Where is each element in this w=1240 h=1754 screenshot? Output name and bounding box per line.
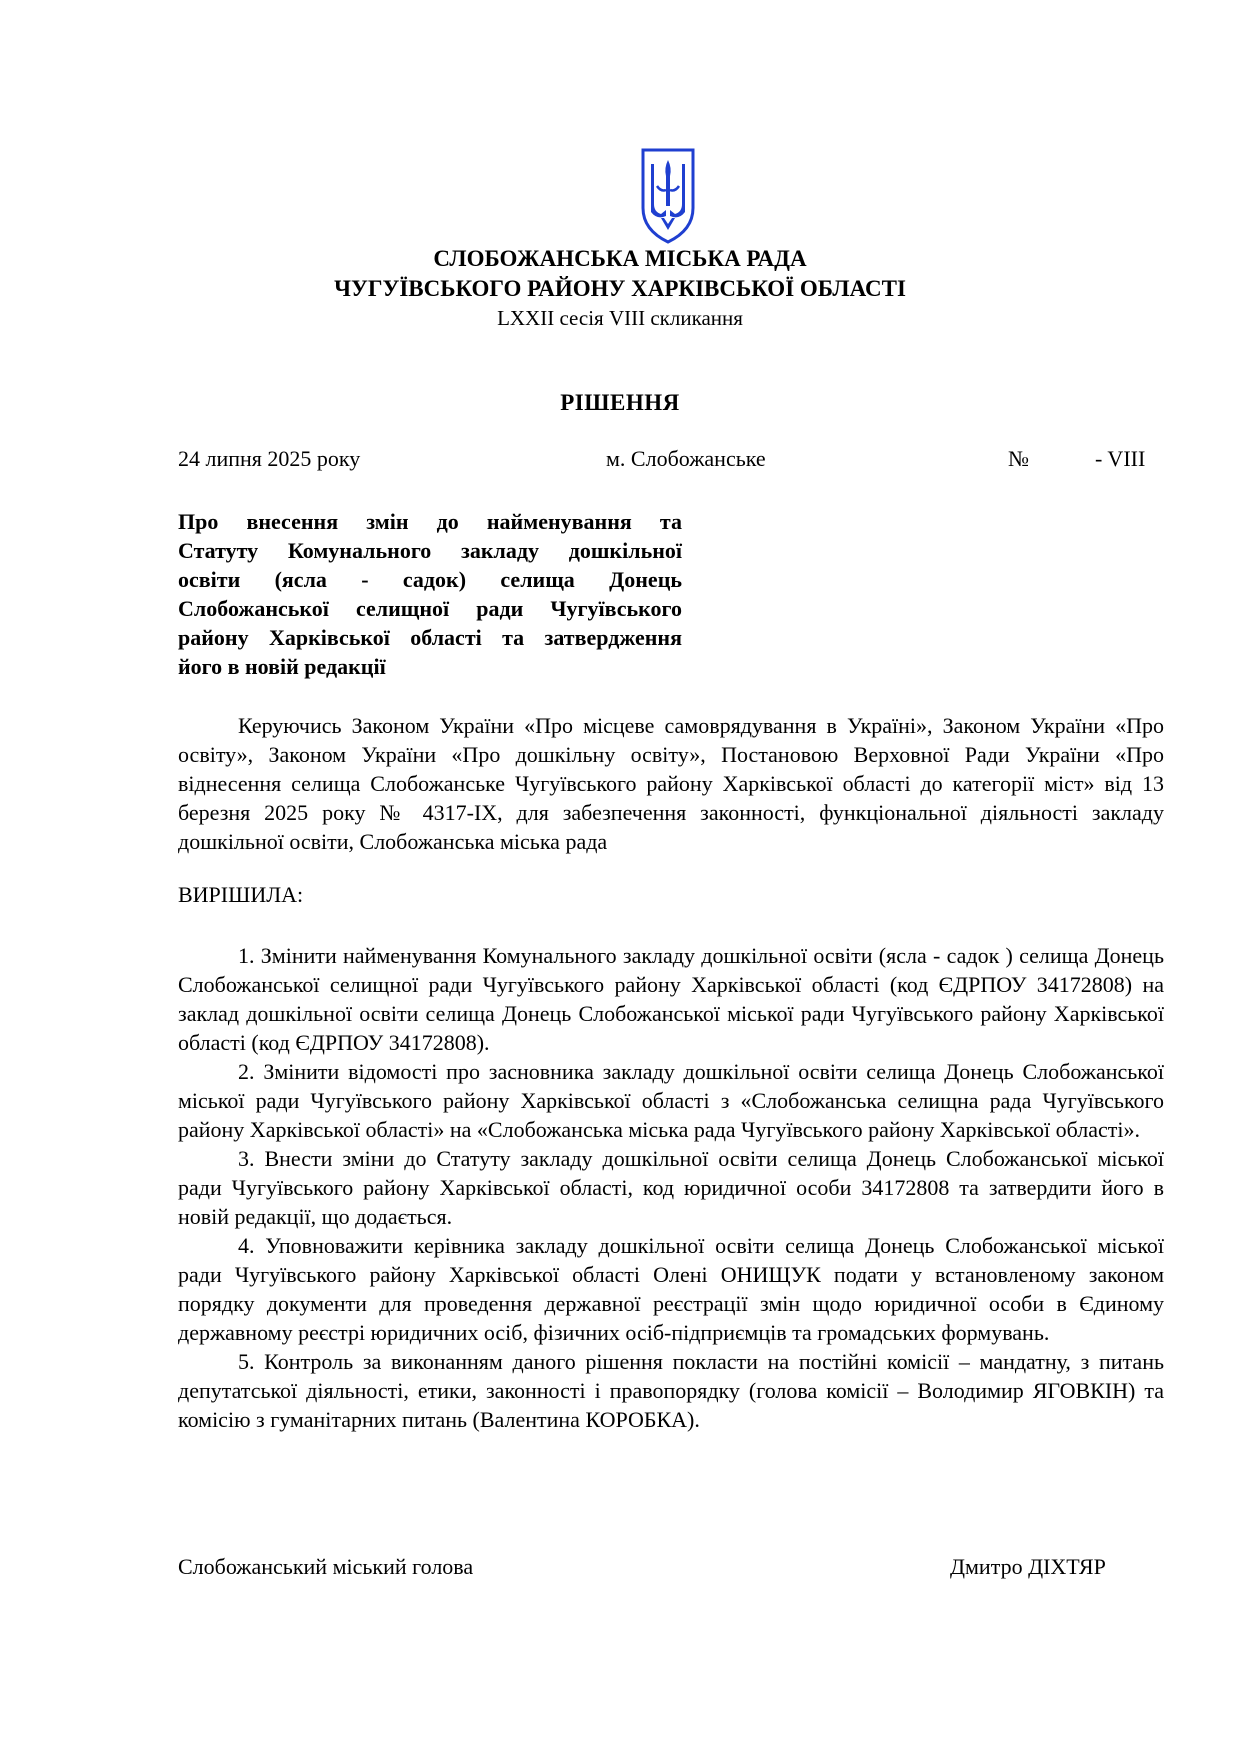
decision-subject (178, 507, 682, 681)
decision-item: 3. Внести зміни до Статуту закладу дошкільної освіти селища Донець Слобожанської міської ради Чугуївського району Харківської області, код юридичної особи 34172808 та затвердити його в новій редакції, що додається. (178, 1146, 1164, 1229)
preamble-paragraph: Керуючись Законом України «Про місцеве самоврядування в Україні», Законом України «Про освіту», Законом України «Про дошкільну освіту», Постановою Верховної Ради України «Про віднесення селища Слобожанське Чугуївського району Харківської області до категорії міст» від 13 березня 2025 року № 4317-IX, для забезпечення законності, функціональної діяльності закладу дошкільної освіти, Слобожанська міська рада (178, 713, 1164, 854)
signatory-title: Слобожанський міський голова (178, 1554, 474, 1579)
decision-place: м. Слобожанське (606, 446, 766, 471)
decision-number-suffix: - VIII (1095, 446, 1146, 471)
coat-of-arms-trident-icon (639, 146, 697, 246)
subject-line: Слобожанської селищної ради Чугуївського (178, 596, 682, 621)
district-name: ЧУГУЇВСЬКОГО РАЙОНУ ХАРКІВСЬКОЇ ОБЛАСТІ (334, 276, 906, 301)
subject-line: Про внесення змін до найменування та (178, 509, 682, 534)
document-type-title: РІШЕННЯ (560, 390, 680, 415)
decision-number-sign: № (1008, 446, 1029, 471)
subject-line: Статуту Комунального закладу дошкільної (178, 538, 682, 563)
decision-item: 5. Контроль за виконанням даного рішення покласти на постійні комісії – мандатну, з питань депутатської діяльності, етики, законності і правопорядку (голова комісії – Володимир ЯГОВКІН) та комісію з гуманітарних питань (Валентина КОРОБКА). (178, 1349, 1164, 1432)
subject-line: району Харківської області та затвердження (178, 625, 682, 650)
resolved-heading: ВИРІШИЛА: (178, 882, 304, 907)
signatory-name: Дмитро ДІХТЯР (950, 1554, 1106, 1579)
decision-item: 4. Уповноважити керівника закладу дошкільної освіти селища Донець Слобожанської міської ради Чугуївського району Харківської області Олені ОНИЩУК подати у встановленому законом порядку документи для проведення державної реєстрації змін щодо юридичної особи в Єдиному державному реєстрі юридичних осіб, фізичних осіб-підприємців та громадських формувань. (178, 1233, 1164, 1345)
decision-items-list (178, 941, 1164, 1434)
subject-line: освіти (ясла - садок) селища Донець (178, 567, 682, 592)
subject-line: його в новій редакції (178, 654, 386, 679)
decision-item: 1. Змінити найменування Комунального закладу дошкільної освіти (ясла - садок ) селища Донець Слобожанської селищної ради Чугуївського району Харківської області (код ЄДРПОУ 34172808) на заклад дошкільної освіти селища Донець Слобожанської міської ради Чугуївського району Харківської області (код ЄДРПОУ 34172808). (178, 943, 1164, 1055)
council-name: СЛОБОЖАНСЬКА МІСЬКА РАДА (433, 246, 807, 271)
session-info: LXXII сесія VIII скликання (497, 306, 743, 330)
decision-date: 24 липня 2025 року (178, 446, 361, 471)
decision-item: 2. Змінити відомості про засновника закладу дошкільної освіти селища Донець Слобожанської міської ради Чугуївського району Харківської області з «Слобожанська селищна рада Чугуївського району Харківської області» на «Слобожанська міська рада Чугуївського району Харківської області». (178, 1059, 1164, 1142)
